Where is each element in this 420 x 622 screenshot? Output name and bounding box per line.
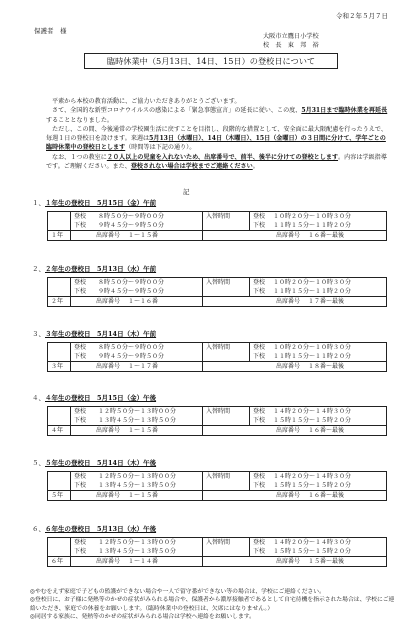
second-group-times	[250, 343, 387, 362]
second-group-attendance	[203, 491, 387, 501]
paragraph-text: 。	[252, 163, 259, 171]
schedule-table	[47, 471, 387, 501]
dismissal-label: 下校	[253, 548, 266, 555]
arrival-time: ８時５０分〜９時００分	[98, 213, 165, 220]
arrival-label: 登校	[253, 539, 266, 546]
attendance-label: 出席番号	[96, 298, 121, 305]
attendance-range: １５番〜最後	[308, 558, 345, 565]
arrival-label: 登校	[253, 213, 266, 220]
first-group-attendance	[71, 231, 203, 241]
attendance-label: 出席番号	[96, 492, 121, 499]
schedule-table	[47, 537, 387, 567]
attendance-label: 出席番号	[276, 232, 301, 239]
exchange-time-label: 入替時間	[203, 343, 250, 362]
section-heading: ２年生の登校日 5月13日（水）午前	[45, 265, 157, 273]
arrival-time: １４時２０分〜１４時３０分	[273, 408, 352, 415]
paragraph-text: 。内容は学級指導です。ご理解ください。また、	[46, 153, 387, 171]
dismissal-time: １５時１５分〜１５時２０分	[273, 482, 352, 489]
paragraph-text: （時間等は下記の通り）。	[125, 144, 196, 152]
attendance-range: １〜１５番	[128, 492, 159, 499]
section-number: ２、	[32, 265, 45, 273]
attendance-label: 出席番号	[276, 492, 301, 499]
sender-block	[263, 33, 319, 51]
table-cell	[48, 538, 71, 557]
arrival-time: １０時２０分〜１０時３０分	[273, 213, 352, 220]
first-group-attendance	[71, 297, 203, 307]
dismissal-time: ９時４５分〜９時５０分	[98, 288, 165, 295]
exchange-time-label: 入替時間	[203, 278, 250, 297]
principal-name: 校 長 東 邦 裕	[263, 41, 319, 49]
section-title	[32, 459, 156, 467]
attendance-label: 出席番号	[96, 427, 121, 434]
attendance-range: １６番〜最後	[308, 232, 345, 239]
table-row	[48, 491, 387, 501]
arrival-time: １２時５０分〜１３時００分	[98, 408, 177, 415]
attendance-range: １６番〜最後	[308, 427, 345, 434]
dismissal-time: １３時４５分〜１３時５０分	[98, 548, 177, 555]
arrival-time: ８時５０分〜９時００分	[98, 344, 165, 351]
section-heading: １年生の登校日 5月15日（金）午前	[45, 199, 157, 207]
table-cell	[48, 472, 71, 491]
dismissal-label: 下校	[253, 222, 266, 229]
attendance-label: 出席番号	[276, 298, 301, 305]
table-row	[48, 297, 387, 307]
arrival-time: １０時２０分〜１０時３０分	[273, 279, 352, 286]
second-group-attendance	[203, 231, 387, 241]
table-cell	[48, 407, 71, 426]
grade-label: ４年	[48, 426, 71, 436]
table-row	[48, 538, 387, 557]
addressee: 保護者 様	[34, 27, 67, 35]
dismissal-time: １３時４５分〜１３時５０分	[98, 482, 177, 489]
notes	[30, 588, 400, 622]
table-row	[48, 343, 387, 362]
table-row	[48, 212, 387, 231]
attendance-label: 出席番号	[96, 232, 121, 239]
first-group-times	[71, 343, 203, 362]
attendance-label: 出席番号	[96, 558, 121, 565]
attendance-label: 出席番号	[276, 427, 301, 434]
dismissal-time: １１時１５分〜１１時２０分	[273, 222, 352, 229]
dismissal-time: １５時１５分〜１５時２０分	[273, 417, 352, 424]
paragraph-text: 平素から本校の教育活動に、ご協力いただきありがとうございます。	[52, 98, 241, 105]
table-cell	[48, 278, 71, 297]
section-heading: ５年生の登校日 5月14日（木）午後	[45, 459, 157, 467]
arrival-label: 登校	[74, 473, 87, 480]
dismissal-label: 下校	[74, 353, 87, 360]
dismissal-label: 下校	[74, 288, 87, 295]
first-group-times	[71, 212, 203, 231]
dismissal-label: 下校	[74, 482, 87, 489]
table-cell	[48, 343, 71, 362]
paragraph	[46, 125, 391, 153]
arrival-label: 登校	[74, 213, 87, 220]
arrival-label: 登校	[253, 344, 266, 351]
section-title	[32, 199, 156, 207]
paragraph-text: ただし、この間、今後通常の学校園生活に戻すことを目指し、段階的な措置として、安全面に最大限配慮を行ったうえで、毎週１日の登校日を設けます。来週は	[46, 125, 387, 143]
exchange-time-label: 入替時間	[203, 407, 250, 426]
schedule-table	[47, 277, 387, 307]
first-group-times	[71, 278, 203, 297]
grade-label: ６年	[48, 557, 71, 567]
dismissal-time: １５時１５分〜１５時２０分	[273, 548, 352, 555]
dismissal-label: 下校	[74, 222, 87, 229]
dismissal-time: １１時１５分〜１１時２０分	[273, 288, 352, 295]
dismissal-time: ９時４５分〜９時５０分	[98, 222, 165, 229]
table-row	[48, 557, 387, 567]
first-group-attendance	[71, 557, 203, 567]
attendance-label: 出席番号	[96, 363, 121, 370]
note-item: ◎登校日に、お子様に発熱等のかぜの症状がみられる場合や、保護者から濃厚接触者であるとして自宅待機を指示された場合は、学校にご連絡いただき、家庭での休養をお願いします。（臨時休業中の登校日は、欠席にはなりません。）	[30, 597, 395, 612]
first-group-times	[71, 538, 203, 557]
exchange-time-label: 入替時間	[203, 472, 250, 491]
section-number: ３、	[32, 330, 45, 338]
dismissal-label: 下校	[253, 417, 266, 424]
dismissal-label: 下校	[253, 482, 266, 489]
arrival-label: 登校	[253, 473, 266, 480]
second-group-times	[250, 407, 387, 426]
document-date: 令和２年５月７日	[336, 12, 388, 20]
attendance-range: １６番〜最後	[308, 492, 345, 499]
table-row	[48, 426, 387, 436]
emphasis-text: 5月13日（水曜日）、14日（木曜日）、15日（金曜日）の３日間に分けて、学年ごとの臨時休業中の登校日とします	[46, 135, 386, 152]
arrival-label: 登校	[74, 344, 87, 351]
attendance-label: 出席番号	[276, 558, 301, 565]
paragraph-text: することとなりました。	[46, 116, 114, 124]
section-heading: ６年生の登校日 5月13日（水）午後	[45, 525, 157, 533]
schedule-table	[47, 342, 387, 372]
section-number: ４、	[32, 394, 45, 402]
attendance-range: １〜１６番	[128, 298, 159, 305]
emphasis-text: 5月31日まで臨時休業を再延長	[301, 107, 388, 115]
dismissal-time: １３時４５分〜１３時５０分	[98, 417, 177, 424]
second-group-attendance	[203, 557, 387, 567]
attendance-range: １〜１４番	[128, 558, 159, 565]
first-group-times	[71, 407, 203, 426]
intro-text	[46, 97, 391, 171]
dismissal-label: 下校	[74, 548, 87, 555]
section-heading: ４年生の登校日 5月15日（金）午後	[45, 394, 157, 402]
grade-label: ２年	[48, 297, 71, 307]
second-group-times	[250, 278, 387, 297]
arrival-label: 登校	[74, 279, 87, 286]
arrival-time: １２時５０分〜１３時００分	[98, 473, 177, 480]
grade-label: １年	[48, 231, 71, 241]
second-group-times	[250, 472, 387, 491]
attendance-range: １８番〜最後	[308, 363, 345, 370]
first-group-attendance	[71, 491, 203, 501]
note-item: ◎やむをえず家庭で子どもの監護ができない場合や一人で留守番ができない等の場合は、学校にご連絡ください。	[30, 589, 325, 595]
section-number: ６、	[32, 525, 45, 533]
first-group-attendance	[71, 362, 203, 372]
attendance-label: 出席番号	[276, 363, 301, 370]
section-title	[32, 330, 156, 338]
arrival-time: １４時２０分〜１４時３０分	[273, 473, 352, 480]
school-name: 大阪市立鷹日小学校	[263, 33, 319, 40]
attendance-range: １〜１５番	[128, 427, 159, 434]
arrival-label: 登校	[253, 279, 266, 286]
dismissal-time: １１時１５分〜１１時２０分	[273, 353, 352, 360]
note-item: ◎同居する家族に、発熱等のかぜの症状がみられる場合は学校へ連絡をお願いします。	[30, 614, 255, 621]
paragraph	[46, 153, 391, 172]
emphasis-text: ２０人以上の児童を入れないため、出席番号で、前半、後半に分けての登校とします	[106, 153, 339, 161]
table-row	[48, 472, 387, 491]
grade-label: ３年	[48, 362, 71, 372]
table-row	[48, 362, 387, 372]
second-group-attendance	[203, 362, 387, 372]
paragraph-text: さて、全国的な新型コロナウイルスの感染による「緊急事態宣言」の延長に従い、この度、	[52, 107, 302, 115]
section-heading: ３年生の登校日 5月14日（木）午前	[45, 330, 157, 338]
section-number: １、	[32, 199, 45, 207]
first-group-times	[71, 472, 203, 491]
dismissal-label: 下校	[253, 288, 266, 295]
section-title	[32, 525, 156, 533]
first-group-attendance	[71, 426, 203, 436]
table-cell	[48, 212, 71, 231]
second-group-times	[250, 538, 387, 557]
arrival-time: １４時２０分〜１４時３０分	[273, 539, 352, 546]
arrival-label: 登校	[74, 539, 87, 546]
schedule-table	[47, 406, 387, 436]
second-group-times	[250, 212, 387, 231]
arrival-label: 登校	[253, 408, 266, 415]
arrival-time: １０時２０分〜１０時３０分	[273, 344, 352, 351]
paragraph	[46, 97, 391, 106]
dismissal-label: 下校	[74, 417, 87, 424]
attendance-range: １７番〜最後	[308, 298, 345, 305]
grade-label: ５年	[48, 491, 71, 501]
table-row	[48, 278, 387, 297]
attendance-range: １〜１７番	[128, 363, 159, 370]
arrival-time: １２時５０分〜１３時００分	[98, 539, 177, 546]
arrival-time: ８時５０分〜９時００分	[98, 279, 165, 286]
schedule-table	[47, 211, 387, 241]
dismissal-label: 下校	[253, 353, 266, 360]
paragraph	[46, 106, 391, 125]
page-title: 臨時休業中（5月13日、14日、15日）の登校日について	[84, 53, 338, 69]
exchange-time-label: 入替時間	[203, 538, 250, 557]
attendance-range: １〜１５番	[128, 232, 159, 239]
dismissal-time: ９時４５分〜９時５０分	[98, 353, 165, 360]
section-number: ５、	[32, 459, 45, 467]
second-group-attendance	[203, 426, 387, 436]
emphasis-text: 登校されない場合は学校までご連絡ください	[130, 163, 253, 171]
ki-heading: 記	[183, 188, 190, 196]
arrival-label: 登校	[74, 408, 87, 415]
section-title	[32, 394, 156, 402]
table-row	[48, 407, 387, 426]
exchange-time-label: 入替時間	[203, 212, 250, 231]
table-row	[48, 231, 387, 241]
section-title	[32, 265, 156, 273]
second-group-attendance	[203, 297, 387, 307]
paragraph-text: なお、１つの教室に	[52, 153, 107, 161]
